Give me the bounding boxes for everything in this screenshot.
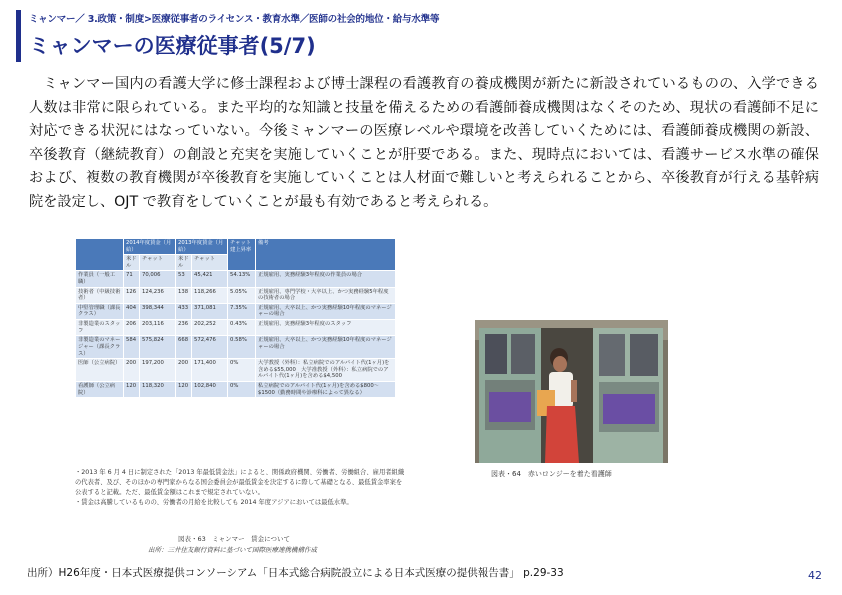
table-row — [76, 359, 396, 382]
cell-kyat-2014: 575,824 — [140, 336, 176, 359]
header-blank — [76, 239, 124, 271]
figure-63-source: 出所：三井住友銀行資料に基づいて国際医療連携機構作成 — [148, 546, 317, 554]
table-note: ・2013 年 6 月 4 日に制定された「2013 年最低賃金法」によると、関係政府機関、労働者、労働組合、雇用者組織の代表者、及び、そのほかの専門家からなる国会委員会が最低賃金を決定するに際して基礎となる、最低賃金率案を公表すると記載。ただ、最低賃金額はこれまで規定されていない。 — [75, 469, 405, 496]
cell-note: 正規雇用、大卒以上、かつ実務経験10年程度のマネージャーの場合 — [256, 303, 396, 319]
table-note: ・賃金は高騰しているものの、労働者の月給を比較しても 2014 年度アジアにおいては最低水準。 — [75, 499, 353, 506]
cell-kyat-2013: 45,421 — [192, 271, 228, 287]
cell-usd-2013: 53 — [176, 271, 192, 287]
cell-job: 中堅管理職（課長クラス） — [76, 303, 124, 319]
subheader-kyat: チャット — [140, 255, 176, 271]
cell-usd-2013: 138 — [176, 287, 192, 303]
footer-source: 出所）H26年度・日本式医療提供コンソーシアム「日本式総合病院設立による日本式医療の提供報告書」 p.29-33 — [27, 567, 564, 579]
cell-usd-2014: 584 — [124, 336, 140, 359]
cell-kyat-2014: 398,344 — [140, 303, 176, 319]
cell-rate: 5.05% — [228, 287, 256, 303]
cell-kyat-2014: 203,116 — [140, 320, 176, 336]
cell-rate: 0.43% — [228, 320, 256, 336]
cell-kyat-2014: 124,236 — [140, 287, 176, 303]
cell-kyat-2013: 202,252 — [192, 320, 228, 336]
header-2013: 2013年度賃金（月給） — [176, 239, 228, 255]
wage-table-figure — [75, 238, 395, 398]
header-2014: 2014年度賃金（月給） — [124, 239, 176, 255]
cell-usd-2014: 206 — [124, 320, 140, 336]
cell-note: 正規雇用、大卒以上、かつ実務経験10年程度のマネージャーの場合 — [256, 336, 396, 359]
cell-note: 私立病院でのアルバイト代(1ヶ月)を含める$800〜$1500（勤務時間や診療科によって異なる） — [256, 381, 396, 397]
cell-job: 非製造業のスタッフ — [76, 320, 124, 336]
breadcrumb: ミャンマー／ 3.政策・制度>医療従事者のライセンス・教育水準／医師の社会的地位・給与水準等 — [29, 14, 440, 25]
cell-usd-2013: 120 — [176, 381, 192, 397]
cell-note: 正規雇用、実務経験3年程度のスタッフ — [256, 320, 396, 336]
cell-kyat-2014: 197,200 — [140, 359, 176, 382]
nurse-photo — [475, 320, 668, 463]
cell-usd-2014: 71 — [124, 271, 140, 287]
header-note: 備考 — [256, 239, 396, 271]
cell-usd-2013: 200 — [176, 359, 192, 382]
cell-job: 作業員（一般工職） — [76, 271, 124, 287]
table-row — [76, 320, 396, 336]
title-accent-bar — [16, 10, 21, 62]
figure-63-caption: 図表・63 ミャンマー 賃金について — [178, 535, 291, 543]
table-notes — [75, 468, 405, 508]
cell-kyat-2013: 102,840 — [192, 381, 228, 397]
table-row — [76, 336, 396, 359]
subheader-usd: 米ドル — [124, 255, 140, 271]
cell-usd-2014: 120 — [124, 381, 140, 397]
cell-kyat-2013: 371,081 — [192, 303, 228, 319]
cell-rate: 0% — [228, 359, 256, 382]
header-rate: チャット建上昇率 — [228, 239, 256, 271]
cell-job: 非製造業のマネージャー（課長クラス） — [76, 336, 124, 359]
table-header-row — [76, 239, 396, 255]
cell-usd-2014: 404 — [124, 303, 140, 319]
figure-64-caption: 図表・64 赤いロンジーを着た看護師 — [491, 470, 612, 478]
cell-usd-2013: 433 — [176, 303, 192, 319]
body-paragraph: ミャンマー国内の看護大学に修士課程および博士課程の看護教育の養成機関が新たに新設されているものの、入学できる人数は非常に限られている。また平均的な知識と技量を備えるための看護師養成機関はなくそのため、現状の看護師不足に対応できる状況にはなっていない。今後ミャンマーの医療レベルや環境を改善していくためには、看護師養成機関の新設、卒後教育（継続教育）の創設と充実を実施していくことが肝要である。また、現時点においては、看護サービス水準の確保および、複数の教育機関が卒後教育を実施していくことは人材面で難しいと考えられることから、卒後教育が行える基幹病院を設定し、OJT で教育をしていくことが最も有効であると考えられる。 — [29, 76, 819, 210]
cell-usd-2014: 126 — [124, 287, 140, 303]
cell-usd-2013: 668 — [176, 336, 192, 359]
wage-table — [75, 238, 396, 398]
cell-rate: 7.35% — [228, 303, 256, 319]
cell-note: 正規雇用、専門学校・大卒以上、かつ実務経験5年程度の技術者の場合 — [256, 287, 396, 303]
table-row — [76, 303, 396, 319]
page-number: 42 — [808, 569, 822, 582]
subheader-usd: 米ドル — [176, 255, 192, 271]
cell-note: 正規雇用、実務経験3年程度の作業員の場合 — [256, 271, 396, 287]
cell-usd-2013: 236 — [176, 320, 192, 336]
body-paragraph-block — [29, 73, 819, 214]
cell-usd-2014: 200 — [124, 359, 140, 382]
cell-job: 技術者（中級技術者） — [76, 287, 124, 303]
cell-kyat-2013: 118,266 — [192, 287, 228, 303]
nurse-photo-illustration — [475, 320, 668, 463]
cell-job: 医師（公立病院） — [76, 359, 124, 382]
table-row — [76, 271, 396, 287]
cell-rate: 0% — [228, 381, 256, 397]
cell-rate: 0.58% — [228, 336, 256, 359]
cell-rate: 54.13% — [228, 271, 256, 287]
cell-kyat-2013: 572,476 — [192, 336, 228, 359]
cell-kyat-2014: 70,006 — [140, 271, 176, 287]
cell-kyat-2014: 118,320 — [140, 381, 176, 397]
page-title: ミャンマーの医療従事者(5/7) — [29, 34, 316, 58]
subheader-kyat: チャット — [192, 255, 228, 271]
table-row — [76, 381, 396, 397]
cell-kyat-2013: 171,400 — [192, 359, 228, 382]
cell-job: 看護師（公立病院） — [76, 381, 124, 397]
table-row — [76, 287, 396, 303]
cell-note: 大学教授（外科）：私立病院でのアルバイト代(1ヶ月)を含める$55,000 大学准教授（外科）：私立病院でのアルバイト代(1ヶ月)を含める$4,500 — [256, 359, 396, 382]
